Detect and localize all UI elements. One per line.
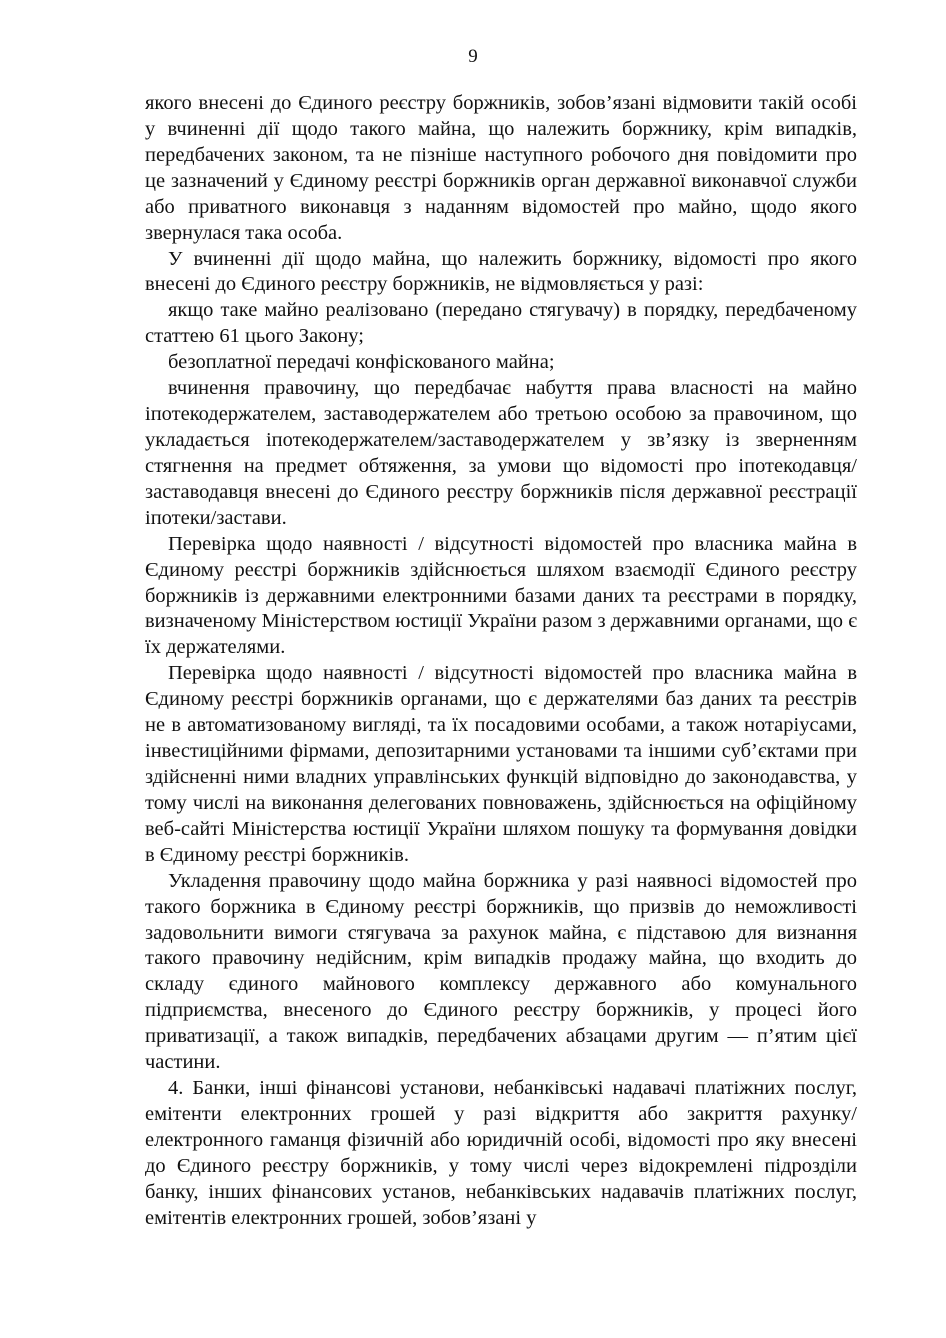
paragraph-check-website: Перевірка щодо наявності / відсутності відомостей про власника майна в Єдиному реєстрі боржників органами, що є держателями баз даних та реєстрів не в автоматизованому вигляді, та їх посадовими особами, а також нотаріусами, інвестиційними фірмами, депозитарними установами та іншими суб’єктами при здійсненні ними владних управлінських функцій відповідно до законодавства, у тому числі на виконання делегованих повноважень, здійснюється на офіційному веб-сайті Міністерства юстиції України шляхом пошуку та формування довідки в Єдиному реєстрі боржників.: [145, 662, 857, 866]
paragraph-no-refusal-intro: У вчиненні дії щодо майна, що належить боржнику, відомості про якого внесені до Єдиного реєстру боржників, не відмовляється у разі:: [145, 247, 857, 296]
paragraph-invalid-deal: Укладення правочину щодо майна боржника у разі наявносі відомостей про такого боржника в Єдиному реєстрі боржників, що призвів до неможливості задовольнити вимоги стягувача за рахунок майна, є підставою для визнання такого правочину недійсним, крім випадків продажу майна, що входить до складу єдиного майнового комплексу державного або комунального підприємства, внесеного до Єдиного реєстру боржників, у процесі його приватизації, а також випадків, передбачених абзацами другим — п’ятим цієї частини.: [145, 869, 857, 1074]
paragraph-continuation: якого внесені до Єдиного реєстру боржників, зобов’язані відмовити такій особі у вчиненні дії щодо такого майна, що належить боржнику, крім випадків, передбачених законом, та не пізніше наступного робочого дня повідомити про це зазначений у Єдиному реєстрі боржників орган державної виконавчої служби або приватного виконавця з наданням відомостей про майно, щодо якого звернулася така особа.: [145, 92, 857, 244]
document-body: [145, 91, 857, 1232]
paragraph-case-confiscated: безоплатної передачі конфіскованого майна;: [168, 351, 555, 374]
paragraph-case-sale: якщо таке майно реалізовано (передано стягувачу) в порядку, передбаченому статтею 61 цього Закону;: [145, 299, 857, 348]
page-number: 9: [468, 46, 478, 67]
paragraph-case-mortgage: вчинення правочину, що передбачає набуття права власності на майно іпотекодержателем, заставодержателем або третьою особою за правочином, що укладається іпотекодержателем/заставодержателем у зв’язку із зверненням стягнення на предмет обтяження, за умови що відомості про іпотекодавця/заставодавця внесені до Єдиного реєстру боржників після державної реєстрації іпотеки/застави.: [145, 377, 857, 529]
paragraph-banks: 4. Банки, інші фінансові установи, небанківські надавачі платіжних послуг, емітенти електронних грошей у разі відкриття або закриття рахунку/електронного гаманця фізичній або юридичній особі, відомості про яку внесені до Єдиного реєстру боржників, у тому числі через відокремлені підрозділи банку, інших фінансових установ, небанківських надавачів платіжних послуг, емітентів електронних грошей, зобов’язані у: [145, 1077, 857, 1229]
paragraph-check-interaction: Перевірка щодо наявності / відсутності відомостей про власника майна в Єдиному реєстрі боржників здійснюється шляхом взаємодії Єдиного реєстру боржників із державними електронними базами даних та реєстрами в порядку, визначеному Міністерством юстиції України разом з державними органами, що є їх держателями.: [145, 532, 857, 659]
